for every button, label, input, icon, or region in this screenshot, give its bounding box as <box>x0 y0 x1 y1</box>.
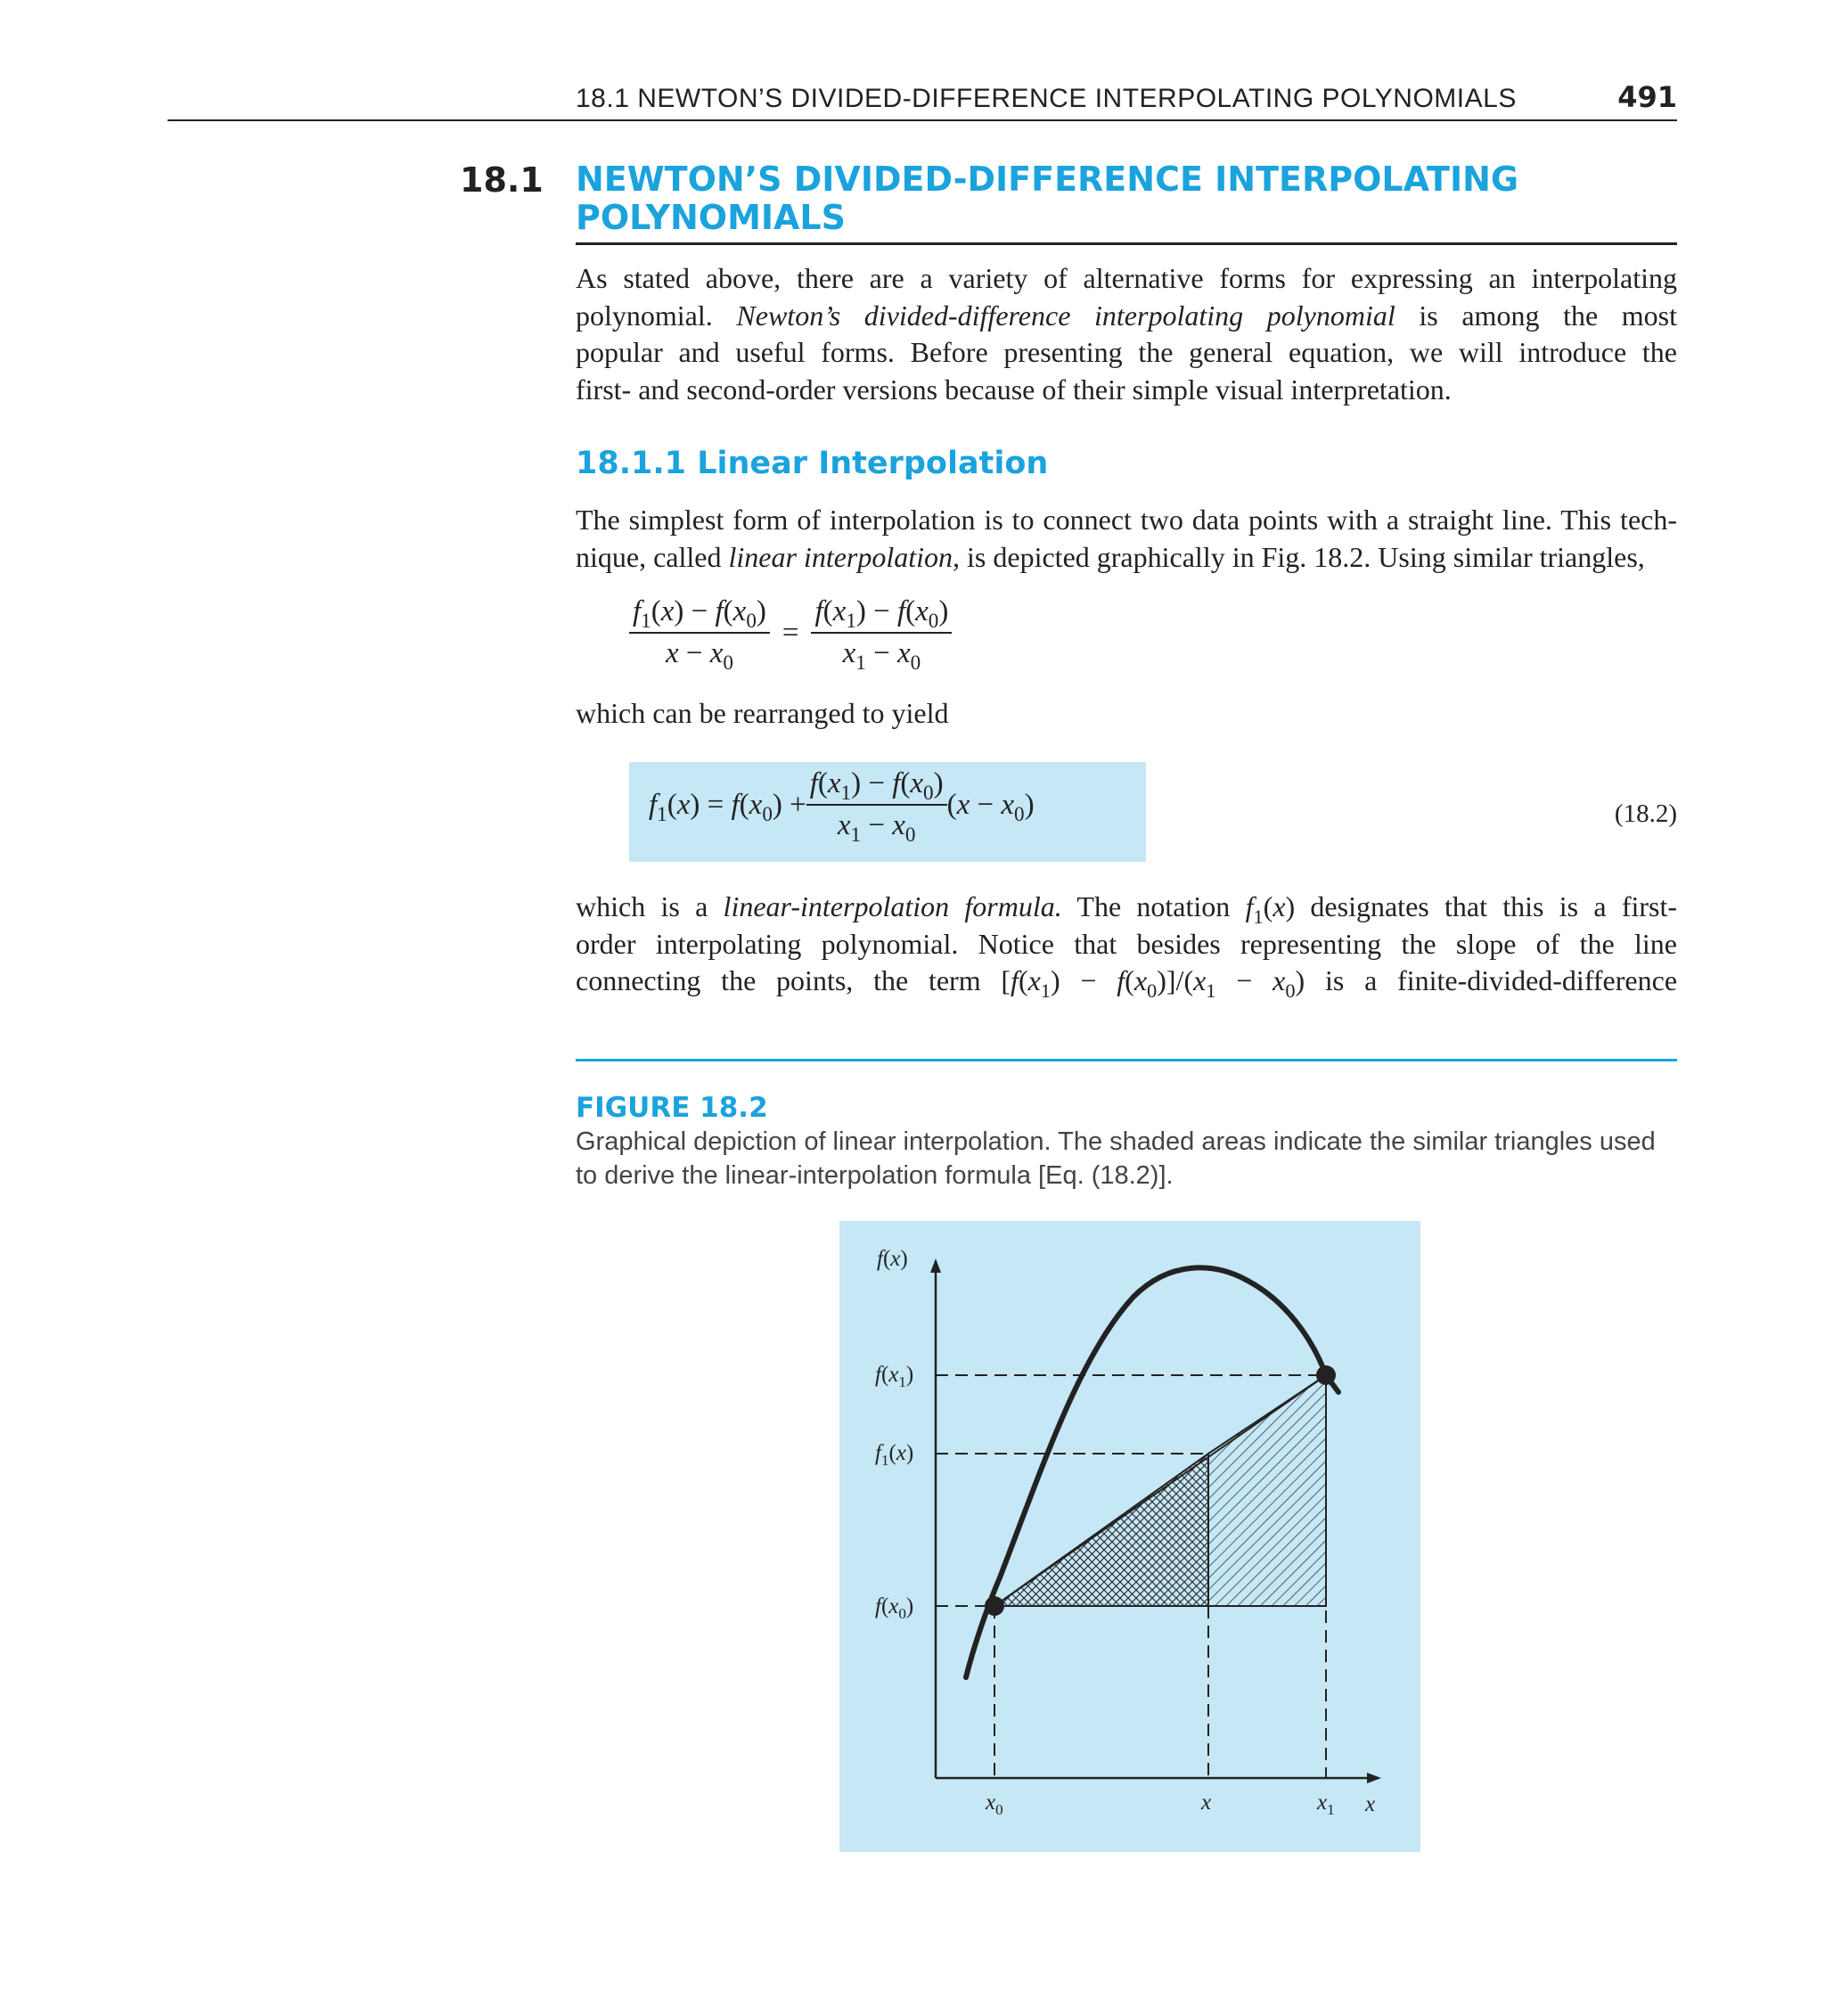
data-point-x0 <box>985 1596 1004 1616</box>
label-f-x0: $f(x_0)$ <box>875 1594 914 1622</box>
large-triangle-remainder <box>1208 1375 1326 1606</box>
linear-line-1: The simplest form of interpolation is to connect two data points with a straight line. This tech- <box>576 504 1677 536</box>
intro-line-2: polynomial. Newton’s divided-difference interpolating polynomial is among the most <box>576 299 1678 332</box>
similar-triangles-equation: $\frac{f_1(x) - f(x_0)}{x - x_0}$ = $\frac{f(x_1) - f(x_0)}{x_1 - x_0}$ <box>629 595 952 670</box>
after-eq-line-2: order interpolating polynomial. Notice that besides representing the slope of the line <box>576 927 1677 960</box>
rearrange-paragraph <box>576 695 1677 733</box>
figure-label: FIGURE 18.2 <box>576 1092 768 1124</box>
after-eq-line-3: connecting the points, the term $[f(x_1) - f(x_0)]/(x_1 - x_0)$ is a finite-divided-difference <box>576 964 1678 1002</box>
label-f1-x: $f_1(x)$ <box>875 1441 914 1469</box>
label-x: x <box>1201 1791 1212 1815</box>
running-header <box>168 78 1677 121</box>
linear-line-2: nique, called linear interpolation, is depicted graphically in Fig. 18.2. Using similar triangles, <box>576 540 1645 573</box>
intro-emphasis: Newton’s divided-difference interpolating polynomial <box>736 299 1395 332</box>
y-axis-arrow <box>930 1258 941 1273</box>
equation-fraction-right: $\frac{f(x_1) - f(x_0)}{x_1 - x_0}$ <box>811 595 952 670</box>
figure-caption-line-2: to derive the linear-interpolation formula [Eq. (18.2)]. <box>576 1161 1174 1190</box>
x-axis-arrow <box>1367 1773 1381 1783</box>
figure-rule <box>576 1059 1677 1061</box>
after-equation-paragraph <box>576 889 1677 1000</box>
y-axis-label: f(x) <box>877 1247 908 1271</box>
section-number: 18.1 <box>460 160 544 200</box>
interpolation-diagram <box>839 1221 1420 1852</box>
section-title-line2: POLYNOMIALS <box>576 198 847 237</box>
page-number: 491 <box>1617 80 1677 114</box>
after-eq-line-1: which is a linear-interpolation formula. The notation $f_1(x)$ designates that this is a first- <box>576 890 1678 928</box>
section-title-line1: NEWTON’S DIVIDED-DIFFERENCE INTERPOLATING <box>576 160 1519 199</box>
running-title: 18.1 NEWTON’S DIVIDED-DIFFERENCE INTERPOLATING POLYNOMIALS <box>576 84 1517 113</box>
figure-caption <box>576 1125 1677 1192</box>
label-x1: $x_1$ <box>1317 1791 1335 1818</box>
intro-line-4: first- and second-order versions because of their simple visual interpretation. <box>576 373 1452 406</box>
rearrange-text: which can be rearranged to yield <box>576 697 949 729</box>
equation-18-2-box <box>629 762 1146 862</box>
x-axis-label: x <box>1365 1792 1376 1816</box>
equation-number: (18.2) <box>1614 799 1677 828</box>
intro-line-3: popular and useful forms. Before presenting the general equation, we will introduce the <box>576 336 1677 368</box>
linear-emphasis: linear interpolation, <box>728 540 961 573</box>
equation-fraction-left: $\frac{f_1(x) - f(x_0)}{x - x_0}$ <box>629 595 770 670</box>
data-point-x1 <box>1316 1365 1336 1385</box>
subsection-title: 18.1.1 Linear Interpolation <box>576 446 1049 481</box>
intro-paragraph <box>576 260 1677 408</box>
label-f-x1: $f(x_1)$ <box>875 1363 914 1390</box>
figure-panel <box>839 1221 1420 1852</box>
label-x0: $x_0$ <box>986 1791 1003 1818</box>
intro-line-1: As stated above, there are a variety of alternative forms for expressing an interpolating <box>576 262 1677 294</box>
figure-caption-line-1: Graphical depiction of linear interpolation. The shaded areas indicate the similar triangles used <box>576 1127 1656 1156</box>
linear-interpolation-formula: $f_1(x) = f(x_0)$ + $\frac{f(x_1) - f(x_0)}{x_1 - x_0}$ $(x - x_0)$ <box>649 767 1035 847</box>
linear-paragraph <box>576 502 1677 576</box>
section-title <box>576 160 1677 245</box>
